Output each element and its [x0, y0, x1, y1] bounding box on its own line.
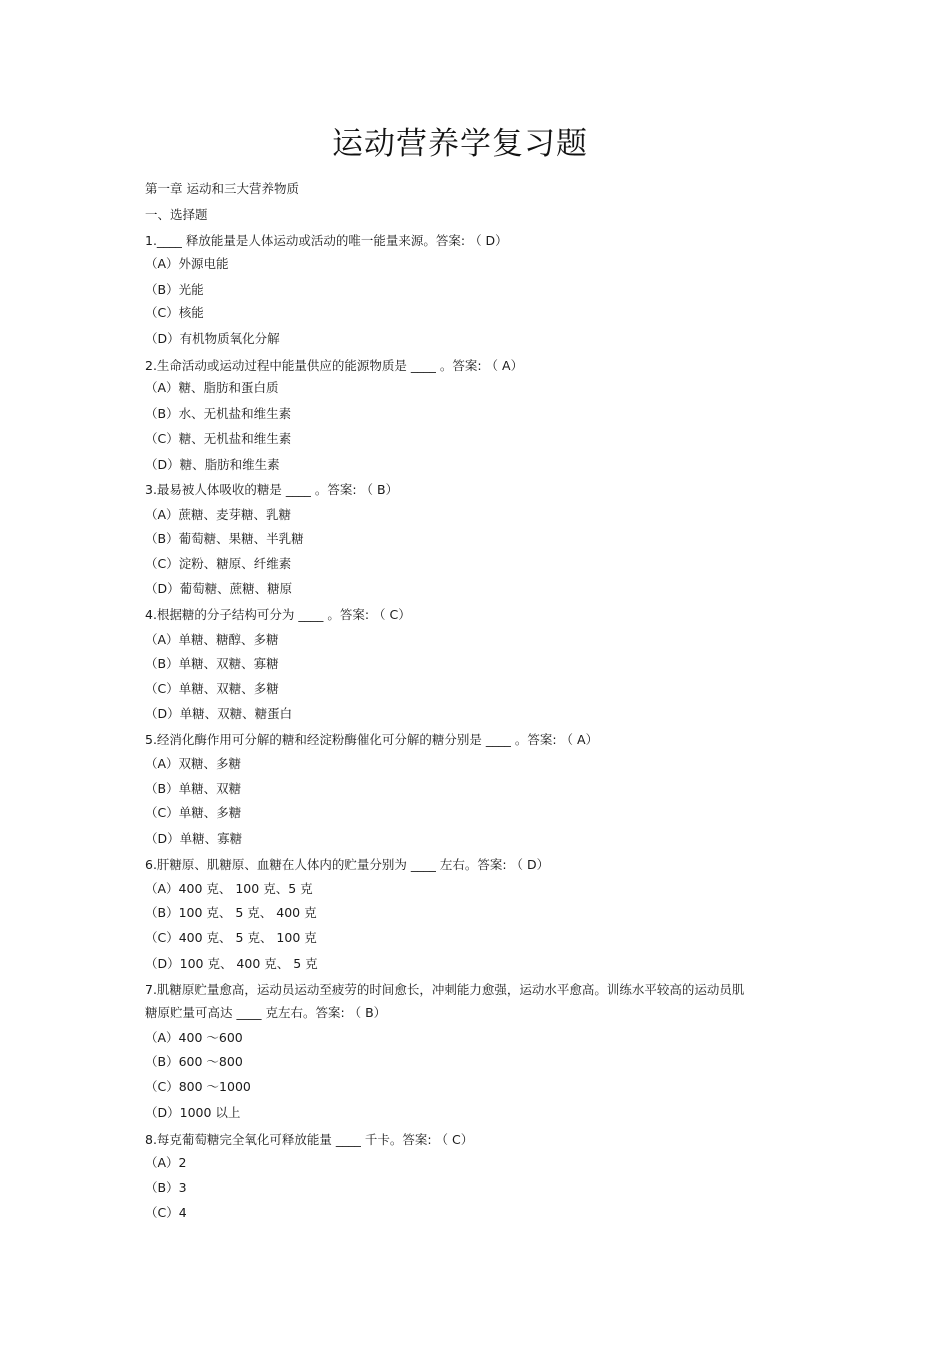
question-7-stem: 7.肌糖原贮量愈高，运动员运动至疲劳的时间愈长，冲刺能力愈强，运动水平愈高。训练水平较高的运动员肌糖原贮量可高达 ____ 克左右。答案: （ B） [145, 982, 745, 1020]
question-7-option-b: （B）600 ～800 [145, 1054, 243, 1069]
chapter-heading: 第一章 运动和三大营养物质 [145, 181, 299, 196]
question-3-option-d: （D）葡萄糖、蔗糖、糖原 [145, 581, 293, 596]
question-6-option-d: （D）100 克、 400 克、 5 克 [145, 956, 318, 971]
question-2-option-a: （A）糖、脂肪和蛋白质 [145, 380, 279, 395]
question-4-option-a: （A）单糖、糖醇、多糖 [145, 632, 279, 647]
question-1-stem: 1.____ 释放能量是人体运动或活动的唯一能量来源。答案: （ D） [145, 233, 508, 248]
question-6-option-b: （B）100 克、 5 克、 400 克 [145, 905, 317, 920]
question-2-stem: 2.生命活动或运动过程中能量供应的能源物质是 ____ 。答案: （ A） [145, 358, 524, 373]
question-8-stem: 8.每克葡萄糖完全氧化可释放能量 ____ 千卡。答案: （ C） [145, 1132, 474, 1147]
question-1-option-a: （A）外源电能 [145, 256, 229, 271]
question-1-option-b: （B）光能 [145, 282, 204, 297]
question-8-option-c: （C）4 [145, 1205, 187, 1220]
question-4-option-d: （D）单糖、双糖、糖蛋白 [145, 706, 293, 721]
question-5-option-d: （D）单糖、寡糖 [145, 831, 243, 846]
question-3-option-c: （C）淀粉、糖原、纤维素 [145, 556, 292, 571]
question-6-stem: 6.肝糖原、肌糖原、血糖在人体内的贮量分别为 ____ 左右。答案: （ D） [145, 857, 550, 872]
question-8-option-b: （B）3 [145, 1180, 187, 1195]
question-6-option-c: （C）400 克、 5 克、 100 克 [145, 930, 317, 945]
question-7-option-d: （D）1000 以上 [145, 1105, 241, 1120]
question-7-option-a: （A）400 ～600 [145, 1030, 243, 1045]
question-5-option-a: （A）双糖、多糖 [145, 756, 242, 771]
question-5-stem: 5.经消化酶作用可分解的糖和经淀粉酶催化可分解的糖分别是 ____ 。答案: （ A） [145, 732, 599, 747]
question-6-option-a: （A）400 克、 100 克、5 克 [145, 881, 313, 896]
question-1-option-d: （D）有机物质氧化分解 [145, 331, 280, 346]
question-5-option-b: （B）单糖、双糖 [145, 781, 242, 796]
document-title: 运动营养学复习题 [332, 126, 588, 162]
question-3-option-b: （B）葡萄糖、果糖、半乳糖 [145, 531, 304, 546]
question-4-option-c: （C）单糖、双糖、多糖 [145, 681, 279, 696]
section-heading: 一、选择题 [145, 207, 208, 222]
question-8-option-a: （A）2 [145, 1155, 187, 1170]
question-4-stem: 4.根据糖的分子结构可分为 ____ 。答案: （ C） [145, 607, 411, 622]
question-2-option-c: （C）糖、无机盐和维生素 [145, 431, 292, 446]
question-7-option-c: （C）800 ～1000 [145, 1079, 251, 1094]
question-4-option-b: （B）单糖、双糖、寡糖 [145, 656, 279, 671]
question-2-option-b: （B）水、无机盐和维生素 [145, 406, 292, 421]
question-1-option-c: （C）核能 [145, 305, 204, 320]
question-5-option-c: （C）单糖、多糖 [145, 805, 242, 820]
question-3-stem: 3.最易被人体吸收的糖是 ____ 。答案: （ B） [145, 482, 399, 497]
question-3-option-a: （A）蔗糖、麦芽糖、乳糖 [145, 507, 292, 522]
question-2-option-d: （D）糖、脂肪和维生素 [145, 457, 280, 472]
